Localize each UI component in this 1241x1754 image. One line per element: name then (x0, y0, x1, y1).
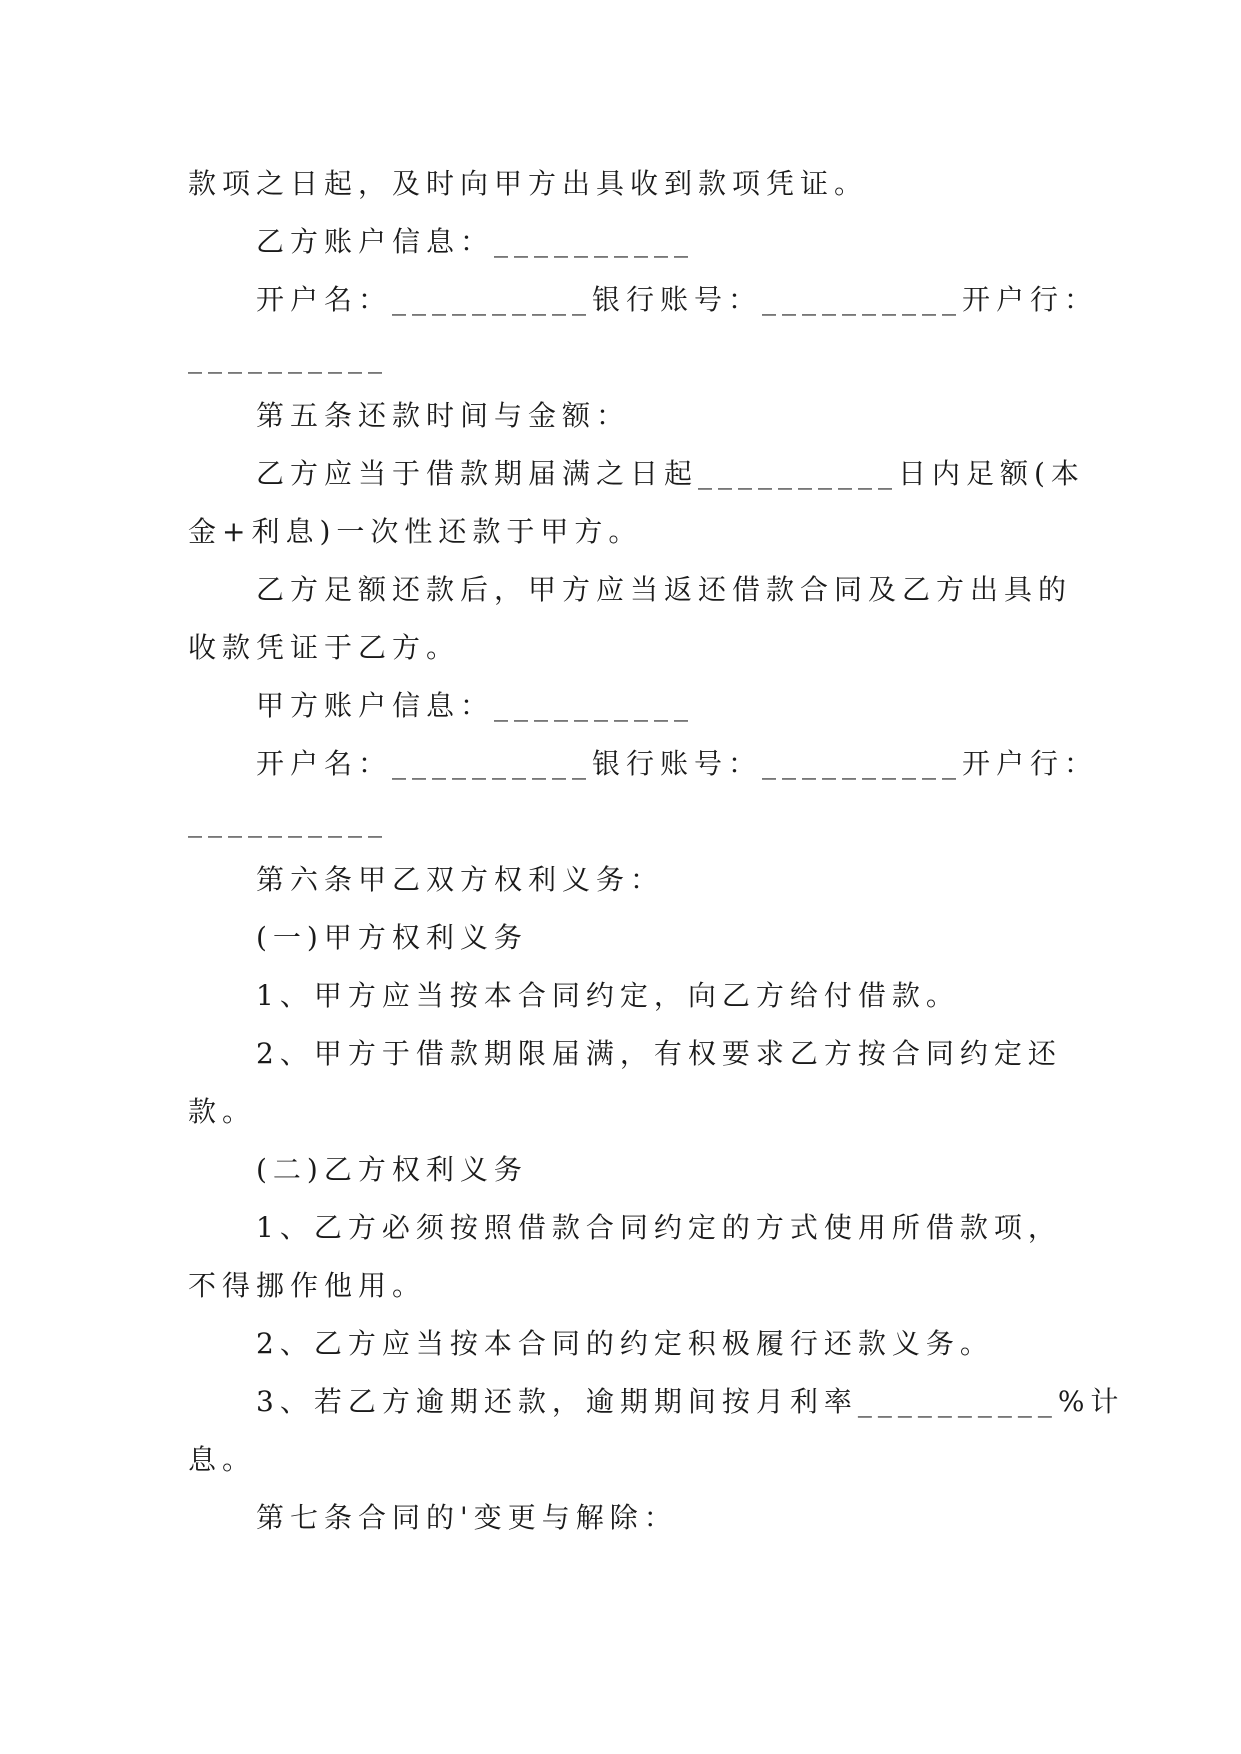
text-line: 1、甲方应当按本合同约定，向乙方给付借款。 (256, 979, 960, 1012)
text-line: 金+利息)一次性还款于甲方。 (188, 515, 643, 548)
text-line: 不得挪作他用。 (188, 1269, 427, 1302)
text-line: 3、若乙方逾期还款，逾期期间按月利率__________%计 (256, 1385, 1125, 1418)
text-line: __________ (188, 341, 388, 374)
text-line: 1、乙方必须按照借款合同约定的方式使用所借款项， (256, 1211, 1062, 1244)
text-line: 甲方账户信息：__________ (256, 689, 695, 722)
section-heading: 第七条合同的'变更与解除： (256, 1501, 678, 1534)
text-line: 2、乙方应当按本合同的约定积极履行还款义务。 (256, 1327, 994, 1360)
text-line: 乙方账户信息：__________ (256, 225, 695, 258)
text-line: __________ (188, 805, 388, 838)
text-line: 收款凭证于乙方。 (188, 631, 461, 664)
text-line: 乙方足额还款后，甲方应当返还借款合同及乙方出具的 (256, 573, 1073, 606)
text-line: 乙方应当于借款期届满之日起__________日内足额(本 (256, 457, 1085, 490)
section-heading: 第五条还款时间与金额： (256, 399, 631, 432)
text-line: 款。 (188, 1095, 257, 1128)
text-line: 开户名：__________银行账号：__________开户行： (256, 283, 1099, 316)
text-line: 款项之日起，及时向甲方出具收到款项凭证。 (188, 167, 869, 200)
section-heading: 第六条甲乙双方权利义务： (256, 863, 665, 896)
text-line: 息。 (188, 1443, 257, 1476)
text-line: 开户名：__________银行账号：__________开户行： (256, 747, 1099, 780)
text-line: 2、甲方于借款期限届满，有权要求乙方按合同约定还 (256, 1037, 1062, 1070)
subsection-heading: (一)甲方权利义务 (256, 921, 528, 954)
subsection-heading: (二)乙方权利义务 (256, 1153, 528, 1186)
